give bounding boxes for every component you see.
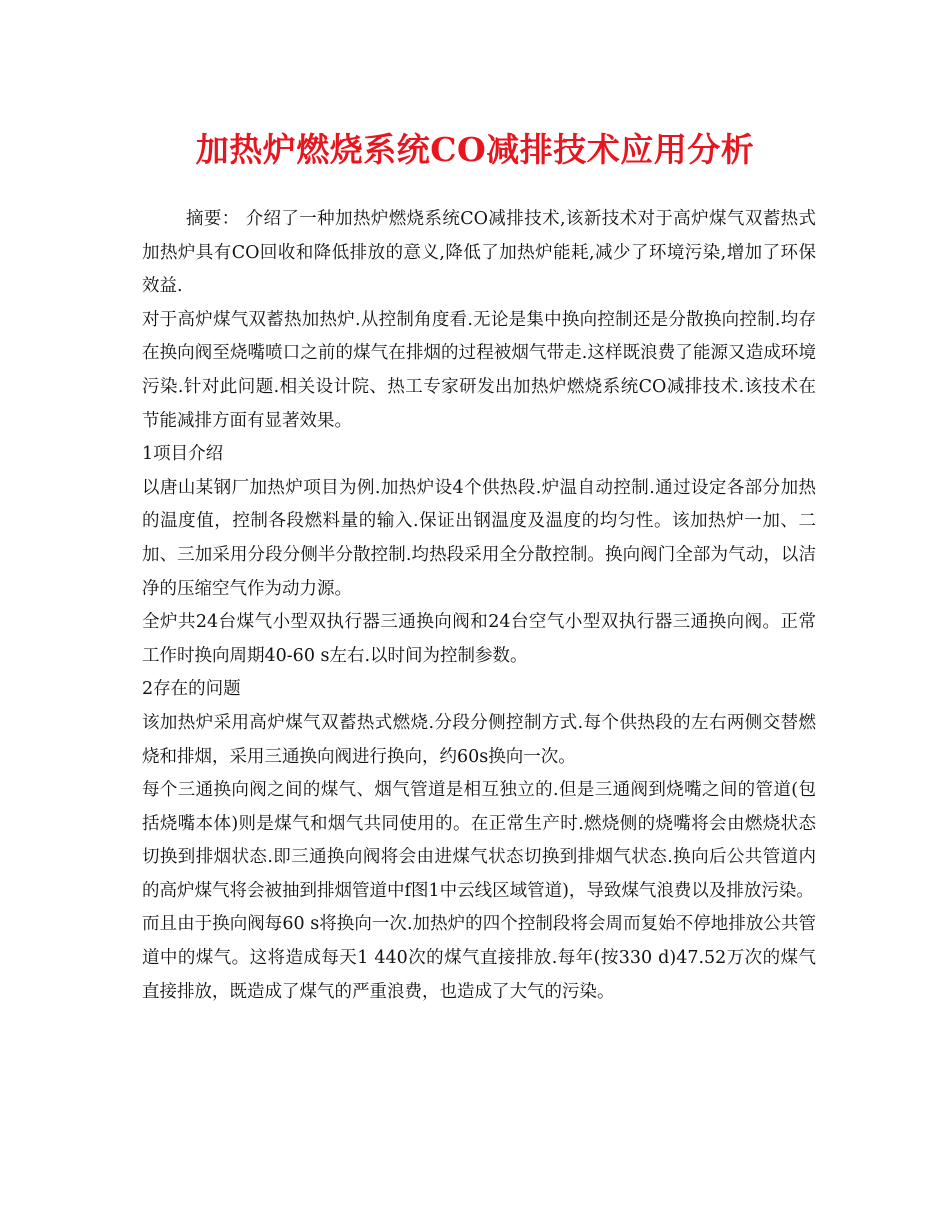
paragraph-intro: 对于高炉煤气双蓄热加热炉.从控制角度看.无论是集中换向控制还是分散换向控制.均存在换向阀至烧嘴喷口之前的煤气在排烟的过程被烟气带走.这样既浪费了能源又造成环境污染.针对此问题.相关设计院、热工专家研发出加热炉燃烧系统CO减排技术.该技术在节能减排方面有显著效果。: [142, 309, 816, 431]
paragraph-emission-impact: 而且由于换向阀每60 s将换向一次.加热炉的四个控制段将会周而复始不停地排放公共管道中的煤气。这将造成每天1 440次的煤气直接排放.每年(按330 d)47.52万次的煤气直接排放，既造成了煤气的严重浪费，也造成了大气的污染。: [142, 914, 816, 1002]
paragraph-combustion-mode: 该加热炉采用高炉煤气双蓄热式燃烧.分段分侧控制方式.每个供热段的左右两侧交替燃烧和排烟，采用三通换向阀进行换向，约60s换向一次。: [142, 712, 816, 767]
paragraph-project-description: 以唐山某钢厂加热炉项目为例.加热炉设4个供热段.炉温自动控制.通过设定各部分加热的温度值，控制各段燃料量的输入.保证出钢温度及温度的均匀性。该加热炉一加、二加、三加采用分段分侧半分散控制.均热段采用全分散控制。换向阀门全部为气动，以洁净的压缩空气作为动力源。: [142, 477, 816, 599]
abstract-paragraph: 摘要： 介绍了一种加热炉燃烧系统CO减排技术,该新技术对于高炉煤气双蓄热式加热炉具有CO回收和降低排放的意义,降低了加热炉能耗,减少了环境污染,增加了环保效益.: [142, 209, 816, 297]
section-heading-problems: 2存在的问题: [142, 679, 241, 700]
document-body: [142, 203, 816, 1009]
paragraph-pipeline-issue: 每个三通换向阀之间的煤气、烟气管道是相互独立的.但是三通阀到烧嘴之间的管道(包括烧嘴本体)则是煤气和烟气共同使用的。在正常生产时.燃烧侧的烧嘴将会由燃烧状态切换到排烟状态.即三通换向阀将会由进煤气状态切换到排烟气状态.换向后公共管道内的高炉煤气将会被抽到排烟管道中f图1中云线区域管道)，导致煤气浪费以及排放污染。: [142, 780, 816, 901]
paragraph-valve-count: 全炉共24台煤气小型双执行器三通换向阀和24台空气小型双执行器三通换向阀。正常工作时换向周期40-60 s左右.以时间为控制参数。: [142, 612, 816, 666]
document-title: 加热炉燃烧系统CO减排技术应用分析: [195, 130, 755, 169]
section-heading-project: 1项目介绍: [142, 444, 224, 465]
